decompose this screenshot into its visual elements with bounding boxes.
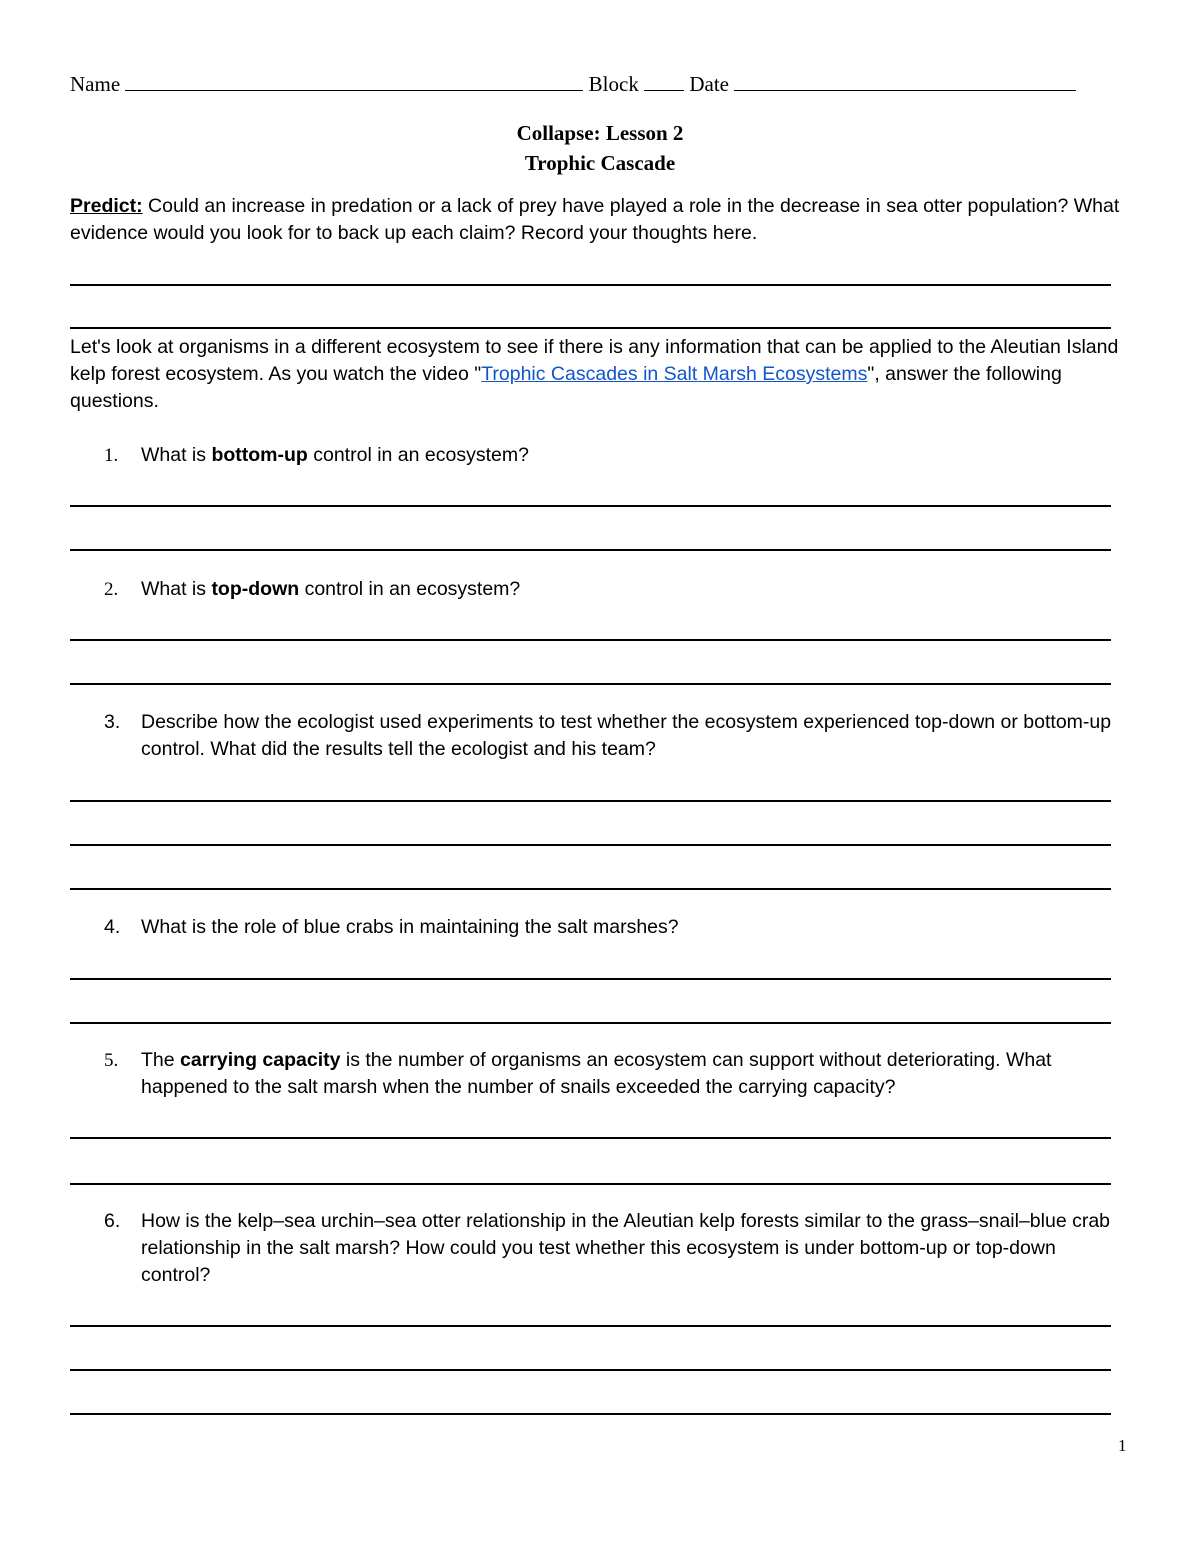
question-5	[70, 1047, 1120, 1101]
question-2	[70, 576, 1120, 603]
answer-line-q6-3[interactable]	[70, 1413, 1111, 1415]
answer-line-q3-1[interactable]	[70, 800, 1111, 802]
answer-line-q2-2[interactable]	[70, 683, 1111, 685]
question-bold-term: top-down	[211, 578, 300, 600]
question-text: How is the kelp–sea urchin–sea otter relationship in the Aleutian kelp forests similar to the grass–snail–blue crab relationship in the salt marsh? How could you test whether this ecosystem is under bottom-up or top-down control?	[141, 1210, 1111, 1286]
name-label: Name	[70, 72, 121, 96]
question-3	[70, 709, 1120, 763]
answer-line-q1-2[interactable]	[70, 549, 1111, 551]
lesson-title: Collapse: Lesson 2	[516, 121, 684, 145]
video-link[interactable]: Trophic Cascades in Salt Marsh Ecosystems	[481, 363, 868, 385]
answer-line-q3-3[interactable]	[70, 888, 1111, 890]
block-blank[interactable]	[644, 76, 684, 91]
question-text-rest: control in an ecosystem?	[299, 578, 521, 600]
answer-line-q5-2[interactable]	[70, 1183, 1111, 1185]
question-bold-term: bottom-up	[211, 444, 308, 466]
page-number: 1	[1118, 1436, 1127, 1455]
intro-paragraph	[70, 334, 1120, 415]
question-text: Describe how the ecologist used experiments to test whether the ecosystem experienced top-down or bottom-up control. What did the results tell the ecologist and his team?	[141, 711, 1112, 760]
answer-line-q4-2[interactable]	[70, 1022, 1111, 1024]
answer-line-q2-1[interactable]	[70, 639, 1111, 641]
question-text: The	[141, 1049, 181, 1071]
answer-line-q6-2[interactable]	[70, 1369, 1111, 1371]
question-text-rest: control in an ecosystem?	[307, 444, 529, 466]
answer-line-q5-1[interactable]	[70, 1137, 1111, 1139]
question-number: 4.	[104, 916, 121, 938]
lesson-subtitle: Trophic Cascade	[524, 151, 676, 175]
student-info-header	[70, 72, 1122, 97]
answer-line-q3-2[interactable]	[70, 844, 1111, 846]
question-text: What is	[141, 578, 212, 600]
question-text: What is	[141, 444, 212, 466]
question-number: 2.	[104, 579, 119, 600]
predict-label: Predict:	[70, 195, 143, 217]
question-number: 5.	[104, 1050, 119, 1071]
name-blank[interactable]	[125, 76, 583, 91]
answer-line-predict-2[interactable]	[70, 327, 1111, 329]
question-number: 6.	[104, 1210, 121, 1232]
question-text: What is the role of blue crabs in maintaining the salt marshes?	[141, 916, 679, 938]
question-bold-term: carrying capacity	[180, 1049, 341, 1071]
answer-line-q4-1[interactable]	[70, 978, 1111, 980]
answer-line-q6-1[interactable]	[70, 1325, 1111, 1327]
question-number: 3.	[104, 711, 121, 733]
question-6	[70, 1208, 1120, 1289]
answer-line-q1-1[interactable]	[70, 505, 1111, 507]
predict-paragraph	[70, 193, 1120, 247]
question-1	[70, 442, 1120, 469]
block-label: Block	[588, 72, 639, 96]
question-number: 1.	[104, 445, 119, 466]
question-4	[70, 914, 1120, 941]
intro-text-after: ", answer the following questions.	[70, 363, 1062, 412]
intro-text-before: Let's look at organisms in a different ecosystem to see if there is any information that can be applied to the Aleutian Island kelp forest ecosystem. As you watch the video "	[70, 336, 1119, 385]
date-label: Date	[689, 72, 729, 96]
date-blank[interactable]	[734, 76, 1076, 91]
predict-text: Could an increase in predation or a lack of prey have played a role in the decrease in sea otter population? What evidence would you look for to back up each claim? Record your thoughts here.	[70, 195, 1120, 244]
question-text-rest: is the number of organisms an ecosystem can support without deteriorating. What happened to the salt marsh when the number of snails exceeded the carrying capacity?	[141, 1049, 1052, 1098]
answer-line-predict-1[interactable]	[70, 284, 1111, 286]
